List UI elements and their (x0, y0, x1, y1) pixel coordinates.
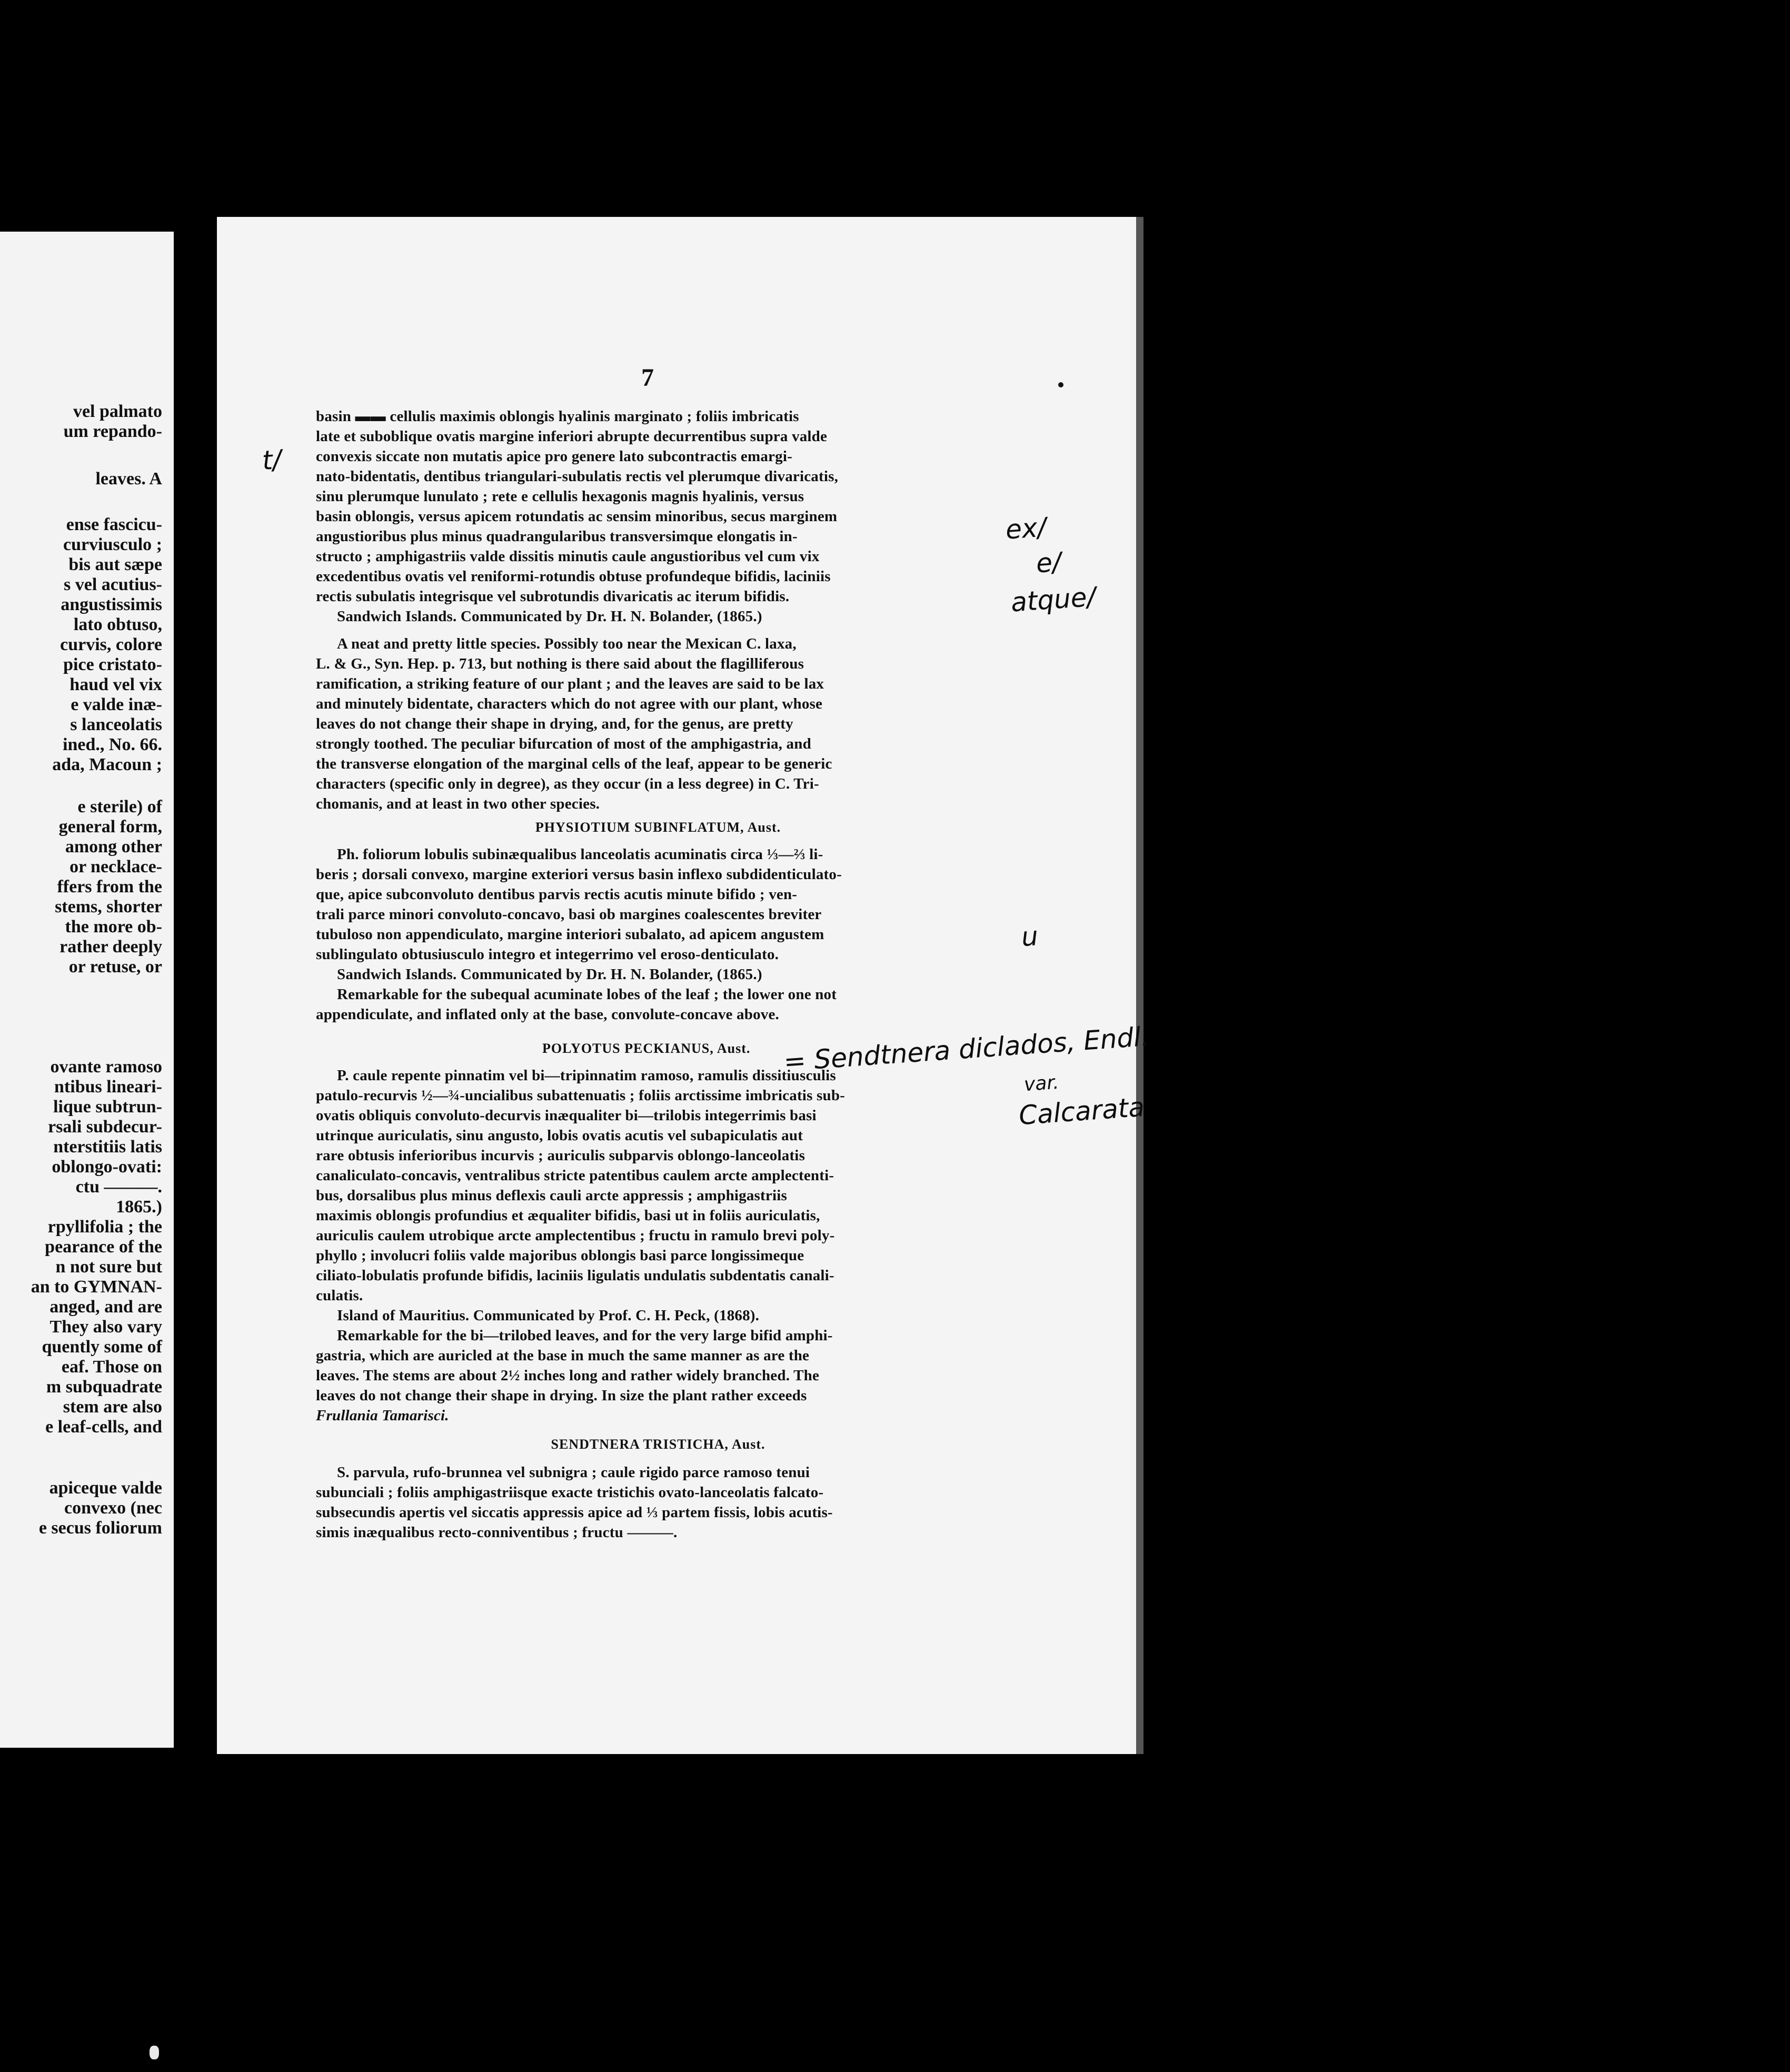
remark-line: strongly toothed. The peculiar bifurcation of most of the amphigastria, and (316, 735, 811, 752)
left-page-line: e valde inæ- (71, 695, 162, 714)
left-page-line: or necklace- (69, 857, 162, 876)
left-page-line: e leaf-cells, and (45, 1417, 162, 1437)
handwritten-note: t/ (261, 444, 283, 476)
left-page-line: rsali subdecur- (48, 1117, 162, 1137)
left-page-line: s vel acutius- (64, 575, 162, 594)
remark-line: A neat and pretty little species. Possibly too near the Mexican C. laxa, (337, 635, 797, 652)
text-line: maximis oblongis profundius et æqualiter bifidis, basi ut in foliis auriculatis, (316, 1207, 820, 1224)
left-page-line: um repando- (63, 422, 162, 441)
left-page-line: ada, Macoun ; (52, 755, 162, 774)
text-line: structo ; amphigastriis valde dissitis minutis caule angustioribus vel cum vix (316, 548, 820, 565)
page-number: 7 (641, 364, 654, 392)
handwritten-note: atque/ (1010, 581, 1097, 618)
left-page-line: the more ob- (65, 917, 162, 937)
left-page-line: They also vary (49, 1317, 162, 1337)
left-page-line: ovante ramoso (50, 1057, 162, 1077)
remark-line: ramification, a striking feature of our plant ; and the leaves are said to be lax (316, 675, 824, 692)
remark-line: the transverse elongation of the marginal cells of the leaf, appear to be generic (316, 755, 832, 772)
description-block-4 (316, 1434, 1000, 1542)
description-block-2 (316, 817, 1000, 1024)
left-page-line: ntibus lineari- (54, 1077, 162, 1097)
text-line: auriculis caulem utrobique arcte amplectentibus ; fructu in ramulo brevi poly- (316, 1227, 835, 1244)
left-page-line: bis aut sæpe (68, 555, 162, 574)
left-page-line: oblongo-ovati: (52, 1157, 162, 1177)
text-line: S. parvula, rufo-brunnea vel subnigra ; caule rigido parce ramoso tenui (337, 1464, 810, 1481)
text-line: excedentibus ovatis vel reniformi-rotundis obtuse profundeque bifidis, laciniis (316, 568, 831, 585)
left-page-line: nterstitiis latis (53, 1137, 162, 1157)
left-page-line: pearance of the (45, 1237, 162, 1257)
text-line: canaliculato-concavis, ventralibus stricte patentibus caulem arcte amplectenti- (316, 1167, 834, 1184)
left-page-line: lique subtrun- (53, 1097, 162, 1117)
text-line: sublingulato obtusiusculo integro et integerrimo vel eroso-denticulato. (316, 946, 779, 963)
handwritten-note: e/ (1035, 546, 1062, 579)
remark-line: leaves do not change their shape in drying. In size the plant rather exceeds (316, 1387, 807, 1404)
locality-line: Sandwich Islands. Communicated by Dr. H. N. Bolander, (1865.) (337, 608, 762, 625)
left-page-line: pice cristato- (63, 655, 162, 674)
scan-speck (150, 2046, 159, 2059)
handwritten-note: u (1020, 920, 1039, 953)
remark-line: leaves. The stems are about 2½ inches long and rather widely branched. The (316, 1367, 820, 1384)
left-page-line: 1865.) (116, 1197, 162, 1217)
species-heading: PHYSIOTIUM SUBINFLATUM, Aust. (535, 820, 781, 835)
left-page-line: ffers from the (57, 877, 162, 896)
text-line: subsecundis apertis vel siccatis appressis apice ad ⅓ partem fissis, lobis acutis- (316, 1504, 833, 1521)
text-line: convexis siccate non mutatis apice pro genere lato subcontractis emargi- (316, 448, 792, 465)
left-page-line: convexo (nec (64, 1498, 162, 1518)
remark-line: characters (specific only in degree), as they occur (in a less degree) in C. Tri- (316, 775, 819, 792)
left-page-line: e sterile) of (77, 797, 162, 816)
text-line: P. caule repente pinnatim vel bi—tripinnatim ramoso, ramulis dissitiusculis (337, 1067, 836, 1084)
text-line: nato-bidentatis, dentibus triangulari-subulatis rectis vel plerumque divaricatis, (316, 468, 839, 485)
left-page-line: ense fascicu- (66, 515, 162, 534)
text-line: ciliato-lobulatis profunde bifidis, laciniis ligulatis undulatis subdentatis canali- (316, 1267, 834, 1284)
text-line: angustioribus plus minus quadrangularibus transversimque elongatis in- (316, 528, 798, 545)
book-spine (191, 232, 217, 1748)
locality-line: Island of Mauritius. Communicated by Prof. C. H. Peck, (1868). (337, 1307, 760, 1324)
text-line: trali parce minori convoluto-concavo, basi ob margines coalescentes breviter (316, 906, 822, 923)
left-page-line: among other (65, 837, 162, 856)
species-heading: POLYOTUS PECKIANUS, Aust. (542, 1041, 751, 1056)
left-page-line: lato obtuso, (73, 615, 162, 634)
left-page-line: curviusculo ; (63, 535, 162, 554)
text-line: phyllo ; involucri foliis valde majoribus oblongis basi parce longissimeque (316, 1247, 804, 1264)
remark-line: Remarkable for the subequal acuminate lobes of the leaf ; the lower one not (337, 986, 837, 1003)
left-page-line: ined., No. 66. (63, 735, 162, 754)
left-page-line: angustissimis (61, 595, 162, 614)
left-page-line: curvis, colore (60, 635, 162, 654)
text-line: late et suboblique ovatis margine inferiori abrupte decurrentibus supra valde (316, 428, 828, 445)
left-page-line: e secus foliorum (38, 1518, 162, 1538)
text-line: culatis. (316, 1287, 363, 1304)
remark-line: Frullania Tamarisci. (316, 1407, 449, 1424)
species-heading: SENDTNERA TRISTICHA, Aust. (551, 1437, 765, 1452)
left-page-line: vel palmato (73, 402, 162, 421)
left-page-line: rather deeply (59, 937, 162, 957)
remark-line: chomanis, and at least in two other species. (316, 795, 600, 812)
remark-line: appendiculate, and inflated only at the base, convolute-concave above. (316, 1006, 779, 1023)
left-page-line: haud vel vix (69, 675, 162, 694)
left-page-line: s lanceolatis (70, 715, 162, 734)
left-page-line: eaf. Those on (61, 1357, 162, 1377)
text-line: Ph. foliorum lobulis subinæqualibus lanceolatis acuminatis circa ⅓—⅔ li- (337, 846, 823, 863)
left-page-line: apiceque valde (49, 1478, 162, 1498)
left-page-line: an to GYMNAN- (31, 1277, 162, 1297)
left-page-line: general form, (58, 817, 162, 836)
text-line: ovatis obliquis convoluto-decurvis inæqualiter bi—trilobis integerrimis basi (316, 1107, 817, 1124)
text-line: basin oblongis, versus apicem rotundatis ac sensim minoribus, secus marginem (316, 508, 838, 525)
left-page-line: n not sure but (55, 1257, 162, 1277)
text-line: patulo-recurvis ½—¾-uncialibus subattenuatis ; foliis arctissime imbricatis sub- (316, 1087, 846, 1104)
description-block-3 (316, 1038, 1000, 1426)
text-line: bus, dorsalibus plus minus deflexis cauli arcte appressis ; amphigastriis (316, 1187, 787, 1204)
text-line: utrinque auriculatis, sinu angusto, lobis ovatis acutis vel subapiculatis aut (316, 1127, 803, 1144)
remark-line: L. & G., Syn. Hep. p. 713, but nothing is there said about the flagilliferous (316, 655, 804, 672)
left-page-line: anged, and are (49, 1297, 162, 1317)
left-page-line: leaves. A (95, 469, 162, 489)
left-page-line: stems, shorter (55, 897, 162, 917)
text-line: simis inæqualibus recto-conniventibus ; fructu ———. (316, 1524, 678, 1541)
left-page-line: rpyllifolia ; the (47, 1217, 162, 1237)
remark-line: leaves do not change their shape in drying, and, for the genus, are pretty (316, 715, 793, 732)
left-page-line: stem are also (63, 1397, 162, 1417)
text-line: beris ; dorsali convexo, margine exteriori versus basin inflexo subdidenticulato- (316, 866, 842, 883)
text-line: tubuloso non appendiculato, margine interiori subalato, ad apicem angustem (316, 926, 824, 943)
left-page-line: m subquadrate (46, 1377, 162, 1397)
text-line: rare obtusis inferioribus incurvis ; auriculis subparvis oblongo-lanceolatis (316, 1147, 806, 1164)
left-page-line: quently some of (42, 1337, 162, 1357)
remark-line: Remarkable for the bi—trilobed leaves, and for the very large bifid amphi- (337, 1327, 833, 1344)
remark-line: and minutely bidentate, characters which do not agree with our plant, whose (316, 695, 823, 712)
text-line: subunciali ; foliis amphigastriisque exacte tristichis ovato-lanceolatis falcato- (316, 1484, 824, 1501)
handwritten-note: var. (1023, 1071, 1060, 1096)
handwritten-note: ex/ (1005, 512, 1048, 545)
text-line: sinu plerumque lunulato ; rete e cellulis hexagonis magnis hyalinis, versus (316, 488, 804, 505)
ink-dot (1058, 382, 1063, 387)
left-page-line: or retuse, or (68, 957, 162, 977)
remark-line: gastria, which are auricled at the base in much the same manner as are the (316, 1347, 810, 1364)
locality-line: Sandwich Islands. Communicated by Dr. H. N. Bolander, (1865.) (337, 966, 762, 983)
text-line: que, apice subconvoluto dentibus parvis rectis acutis minute bifido ; ven- (316, 886, 798, 903)
handwritten-note: Calcarata (1018, 1091, 1146, 1131)
text-line: basin ▬▬ cellulis maximis oblongis hyalinis marginato ; foliis imbricatis (316, 408, 799, 425)
text-line: rectis subulatis integrisque vel subrotundis divaricatis ac iterum bifidis. (316, 588, 790, 605)
description-block-1 (316, 406, 1000, 814)
left-page (0, 232, 174, 1748)
handwritten-note: = Sendtnera diclados, Endl. (782, 1021, 1150, 1078)
left-page-line: ctu ———. (75, 1177, 162, 1197)
